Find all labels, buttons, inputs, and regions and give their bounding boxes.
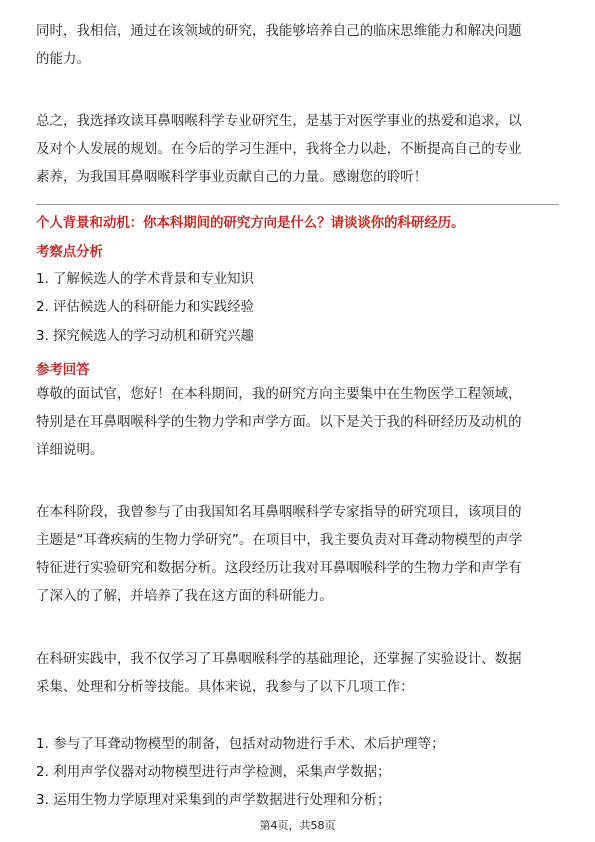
paragraph-line: 采集、处理和分析等技能。具体来说，我参与了以下几项工作：	[36, 680, 414, 695]
analysis-title: 考察点分析	[36, 245, 103, 260]
work-item-list	[36, 731, 559, 815]
paragraph-line: 特别是在耳鼻咽喉科学的生物力学和声学方面。以下是关于我的科研经历及动机的	[36, 415, 522, 430]
section-divider	[36, 204, 559, 205]
paragraph-line: 的能力。	[36, 52, 90, 67]
paragraph-line: 特征进行实验研究和数据分析。这段经历让我对耳鼻咽喉科学的生物力学和声学有	[36, 561, 522, 576]
list-item: 2. 利用声学仪器对动物模型进行声学检测，采集声学数据；	[36, 765, 391, 780]
analysis-item: 2. 评估候选人的科研能力和实践经验	[36, 300, 254, 315]
analysis-item: 3. 探究候选人的学习动机和研究兴趣	[36, 329, 254, 344]
paragraph-line: 及对个人发展的规划。在今后的学习生涯中，我将全力以赴，不断提高自己的专业	[36, 142, 522, 157]
answer-title: 参考回答	[36, 363, 90, 378]
paragraph-line: 在科研实践中，我不仅学习了耳鼻咽喉科学的基础理论，还掌握了实验设计、数据	[36, 652, 522, 667]
list-item: 1. 参与了耳聋动物模型的制备，包括对动物进行手术、术后护理等；	[36, 737, 445, 752]
interview-question: 个人背景和动机：你本科期间的研究方向是什么？请谈谈你的科研经历。	[36, 216, 465, 231]
paragraph-line: 尊敬的面试官，您好！在本科期间，我的研究方向主要集中在生物医学工程领域，	[36, 387, 522, 402]
list-item: 3. 运用生物力学原理对采集到的声学数据进行处理和分析；	[36, 793, 391, 808]
conclusion-paragraph	[36, 108, 559, 192]
intro-paragraph	[36, 18, 559, 74]
paragraph-line: 主题是“耳聋疾病的生物力学研究”。在项目中，我主要负责对耳聋动物模型的声学	[36, 533, 523, 548]
answer-paragraph	[36, 381, 559, 465]
answer-paragraph	[36, 646, 559, 702]
paragraph-line: 在本科阶段，我曾参与了由我国知名耳鼻咽喉科学专家指导的研究项目，该项目的	[36, 505, 522, 520]
paragraph-line: 同时，我相信，通过在该领域的研究，我能够培养自己的临床思维能力和解决问题	[36, 24, 522, 39]
answer-paragraph	[36, 499, 559, 611]
paragraph-line: 了深入的了解，并培养了我在这方面的科研能力。	[36, 589, 333, 604]
paragraph-line: 详细说明。	[36, 443, 104, 458]
paragraph-line: 素养，为我国耳鼻咽喉科学事业贡献自己的力量。感谢您的聆听！	[36, 170, 428, 185]
paragraph-line: 总之，我选择攻读耳鼻咽喉科学专业研究生，是基于对医学事业的热爱和追求，以	[36, 114, 522, 129]
page-number: 第4页，共58页	[259, 819, 336, 832]
analysis-item: 1. 了解候选人的学术背景和专业知识	[36, 272, 254, 287]
